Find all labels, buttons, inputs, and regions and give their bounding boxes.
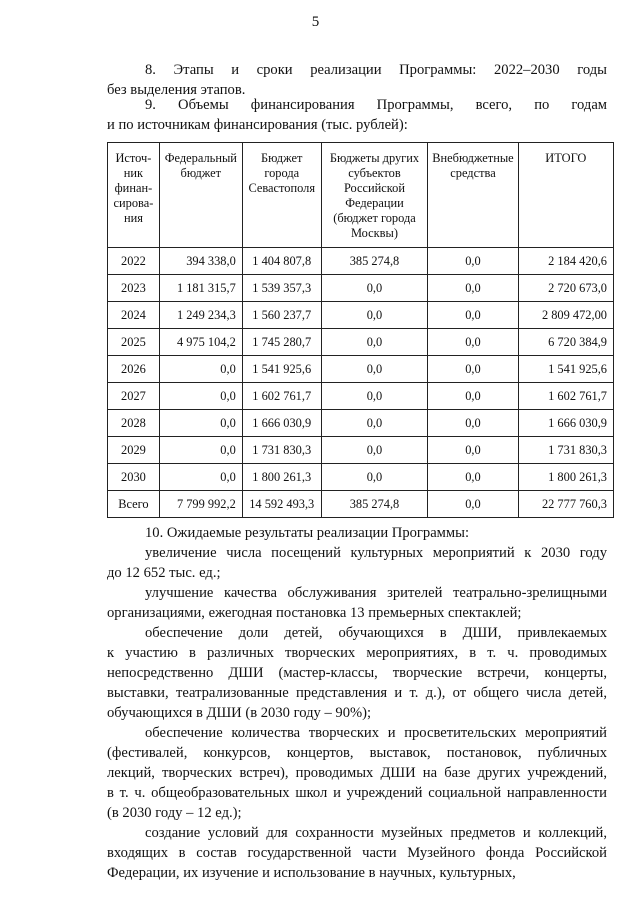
table-cell-value: 0,0: [321, 302, 428, 329]
table-cell-value: 1 666 030,9: [518, 410, 613, 437]
result-item: [107, 583, 607, 623]
section-9-line-2: и по источникам финансирования (тыс. рублей):: [107, 117, 408, 133]
table-cell-year: 2024: [108, 302, 160, 329]
header-extrabudgetary: Внебюджетные средства: [428, 143, 518, 248]
header-source: Источ- ник финан- сирова- ния: [108, 143, 160, 248]
table-cell-value: 7 799 992,2: [159, 491, 242, 518]
section-9-paragraph: [107, 95, 607, 135]
table-cell-value: 22 777 760,3: [518, 491, 613, 518]
word: сроки: [256, 62, 293, 78]
section-8-line-2: без выделения этапов.: [107, 82, 246, 98]
table-row: [108, 491, 614, 518]
table-cell-value: 1 539 357,3: [242, 275, 321, 302]
table-cell-value: 0,0: [321, 410, 428, 437]
table-cell-value: 0,0: [159, 437, 242, 464]
table-cell-value: 2 184 420,6: [518, 248, 613, 275]
result-item: [107, 823, 607, 883]
result-item-line: в т. ч. общеобразовательных школ и учреждений социальной направленности: [107, 785, 607, 801]
header-federal: Федеральный бюджет: [159, 143, 242, 248]
table-cell-value: 0,0: [321, 329, 428, 356]
table-cell-value: 0,0: [159, 383, 242, 410]
result-item-line: обеспечение количества творческих и просветительских мероприятий: [145, 725, 607, 741]
table-row: [108, 464, 614, 491]
result-item-line: обучающихся в ДШИ (в 2030 году – 90%);: [107, 705, 372, 721]
word: и: [231, 62, 240, 78]
section-10: [107, 523, 607, 883]
result-item: [107, 623, 607, 723]
table-cell-year: 2028: [108, 410, 160, 437]
result-item-line: обеспечение доли детей, обучающихся в ДШИ, привлекаемых: [145, 625, 607, 641]
table-row: [108, 410, 614, 437]
section-8-paragraph: [107, 60, 607, 100]
word: финансирования: [250, 97, 355, 113]
table-cell-value: 0,0: [428, 248, 518, 275]
word: всего,: [475, 97, 513, 113]
result-item-line: создание условий для сохранности музейных предметов и коллекций,: [145, 825, 607, 841]
table-cell-value: 0,0: [428, 302, 518, 329]
word: Программы:: [399, 62, 477, 78]
result-item-line: к участию в различных творческих мероприятиях, в т. ч. проводимых: [107, 645, 607, 661]
table-row: [108, 437, 614, 464]
result-item-line: входящих в состав государственной части Музейного фонда Российской: [107, 845, 607, 861]
word: реализации: [310, 62, 382, 78]
result-item-line: улучшение качества обслуживания зрителей театрально-зрелищными: [145, 585, 607, 601]
table-cell-value: 1 404 807,8: [242, 248, 321, 275]
section-8-line-1: [107, 60, 607, 80]
table-header-row: [108, 143, 614, 248]
result-item: [107, 723, 607, 823]
table-cell-year: Всего: [108, 491, 160, 518]
table-cell-value: 1 666 030,9: [242, 410, 321, 437]
table-cell-value: 1 249 234,3: [159, 302, 242, 329]
table-cell-value: 0,0: [159, 410, 242, 437]
header-other-subjects: Бюджеты других субъектов Российской Федерации (бюджет города Москвы): [321, 143, 428, 248]
table-cell-value: 0,0: [428, 491, 518, 518]
result-item-line: непосредственно ДШИ (мастер-классы, творческие встречи, концерты,: [107, 665, 607, 681]
table-cell-value: 1 731 830,3: [518, 437, 613, 464]
table-cell-value: 0,0: [321, 383, 428, 410]
table-cell-value: 0,0: [321, 356, 428, 383]
table-cell-year: 2027: [108, 383, 160, 410]
table-cell-value: 6 720 384,9: [518, 329, 613, 356]
table-row: [108, 383, 614, 410]
table-cell-value: 385 274,8: [321, 491, 428, 518]
table-cell-value: 394 338,0: [159, 248, 242, 275]
word: 2022–2030: [493, 62, 560, 78]
table-cell-value: 0,0: [428, 410, 518, 437]
table-cell-value: 1 602 761,7: [518, 383, 613, 410]
table-cell-value: 0,0: [321, 275, 428, 302]
table-cell-year: 2029: [108, 437, 160, 464]
table-cell-value: 1 731 830,3: [242, 437, 321, 464]
table-cell-year: 2022: [108, 248, 160, 275]
table-cell-year: 2030: [108, 464, 160, 491]
table-row: [108, 248, 614, 275]
table-cell-value: 1 560 237,7: [242, 302, 321, 329]
result-item-line: до 12 652 тыс. ед.;: [107, 565, 221, 581]
table-cell-value: 1 541 925,6: [242, 356, 321, 383]
result-item-line: организациями, ежегодная постановка 13 премьерных спектаклей;: [107, 605, 522, 621]
page-number: 5: [311, 14, 320, 30]
table-cell-value: 1 541 925,6: [518, 356, 613, 383]
table-row: [108, 302, 614, 329]
header-total: ИТОГО: [518, 143, 613, 248]
section-10-heading: 10. Ожидаемые результаты реализации Программы:: [145, 525, 469, 541]
word: Программы,: [376, 97, 454, 113]
result-item-line: увеличение числа посещений культурных мероприятий к 2030 году: [145, 545, 607, 561]
table-cell-value: 1 602 761,7: [242, 383, 321, 410]
financing-table: [107, 142, 614, 518]
result-item-line: лекций, творческих встреч), проводимых ДШИ на базе других учреждений,: [107, 765, 607, 781]
table-cell-year: 2023: [108, 275, 160, 302]
table-cell-value: 1 181 315,7: [159, 275, 242, 302]
table-cell-value: 385 274,8: [321, 248, 428, 275]
table-cell-value: 1 800 261,3: [518, 464, 613, 491]
table-cell-value: 0,0: [428, 383, 518, 410]
table-cell-value: 0,0: [428, 356, 518, 383]
table-cell-value: 0,0: [159, 356, 242, 383]
table-row: [108, 329, 614, 356]
table-row: [108, 275, 614, 302]
table-cell-year: 2025: [108, 329, 160, 356]
result-item: [107, 543, 607, 583]
table-cell-value: 0,0: [321, 464, 428, 491]
section-9-line-1: [107, 95, 607, 115]
table-cell-value: 0,0: [428, 329, 518, 356]
table-row: [108, 356, 614, 383]
word: 8. Этапы: [145, 62, 214, 78]
table-cell-value: 0,0: [428, 464, 518, 491]
result-item-line: Федерации, их изучение и использование в научных, культурных,: [107, 865, 516, 881]
result-item-line: выставки, театрализованные представления и т. д.), от общего числа детей,: [107, 685, 607, 701]
table-cell-value: 1 800 261,3: [242, 464, 321, 491]
result-item-line: (в 2030 году – 12 ед.);: [107, 805, 242, 821]
table-cell-value: 0,0: [428, 437, 518, 464]
table-cell-value: 0,0: [428, 275, 518, 302]
table-cell-value: 0,0: [321, 437, 428, 464]
table-cell-value: 4 975 104,2: [159, 329, 242, 356]
table-cell-value: 2 809 472,00: [518, 302, 613, 329]
word: 9. Объемы: [145, 97, 229, 113]
table-cell-value: 14 592 493,3: [242, 491, 321, 518]
table-cell-value: 0,0: [159, 464, 242, 491]
word: годам: [571, 97, 608, 113]
table-cell-year: 2026: [108, 356, 160, 383]
table-cell-value: 1 745 280,7: [242, 329, 321, 356]
header-sevastopol: Бюджет города Севастополя: [242, 143, 321, 248]
result-item-line: (фестивалей, конкурсов, концертов, выставок, постановок, публичных: [107, 745, 607, 761]
results-list: [107, 543, 607, 883]
word: по: [534, 97, 550, 113]
table-cell-value: 2 720 673,0: [518, 275, 613, 302]
word: годы: [577, 62, 607, 78]
